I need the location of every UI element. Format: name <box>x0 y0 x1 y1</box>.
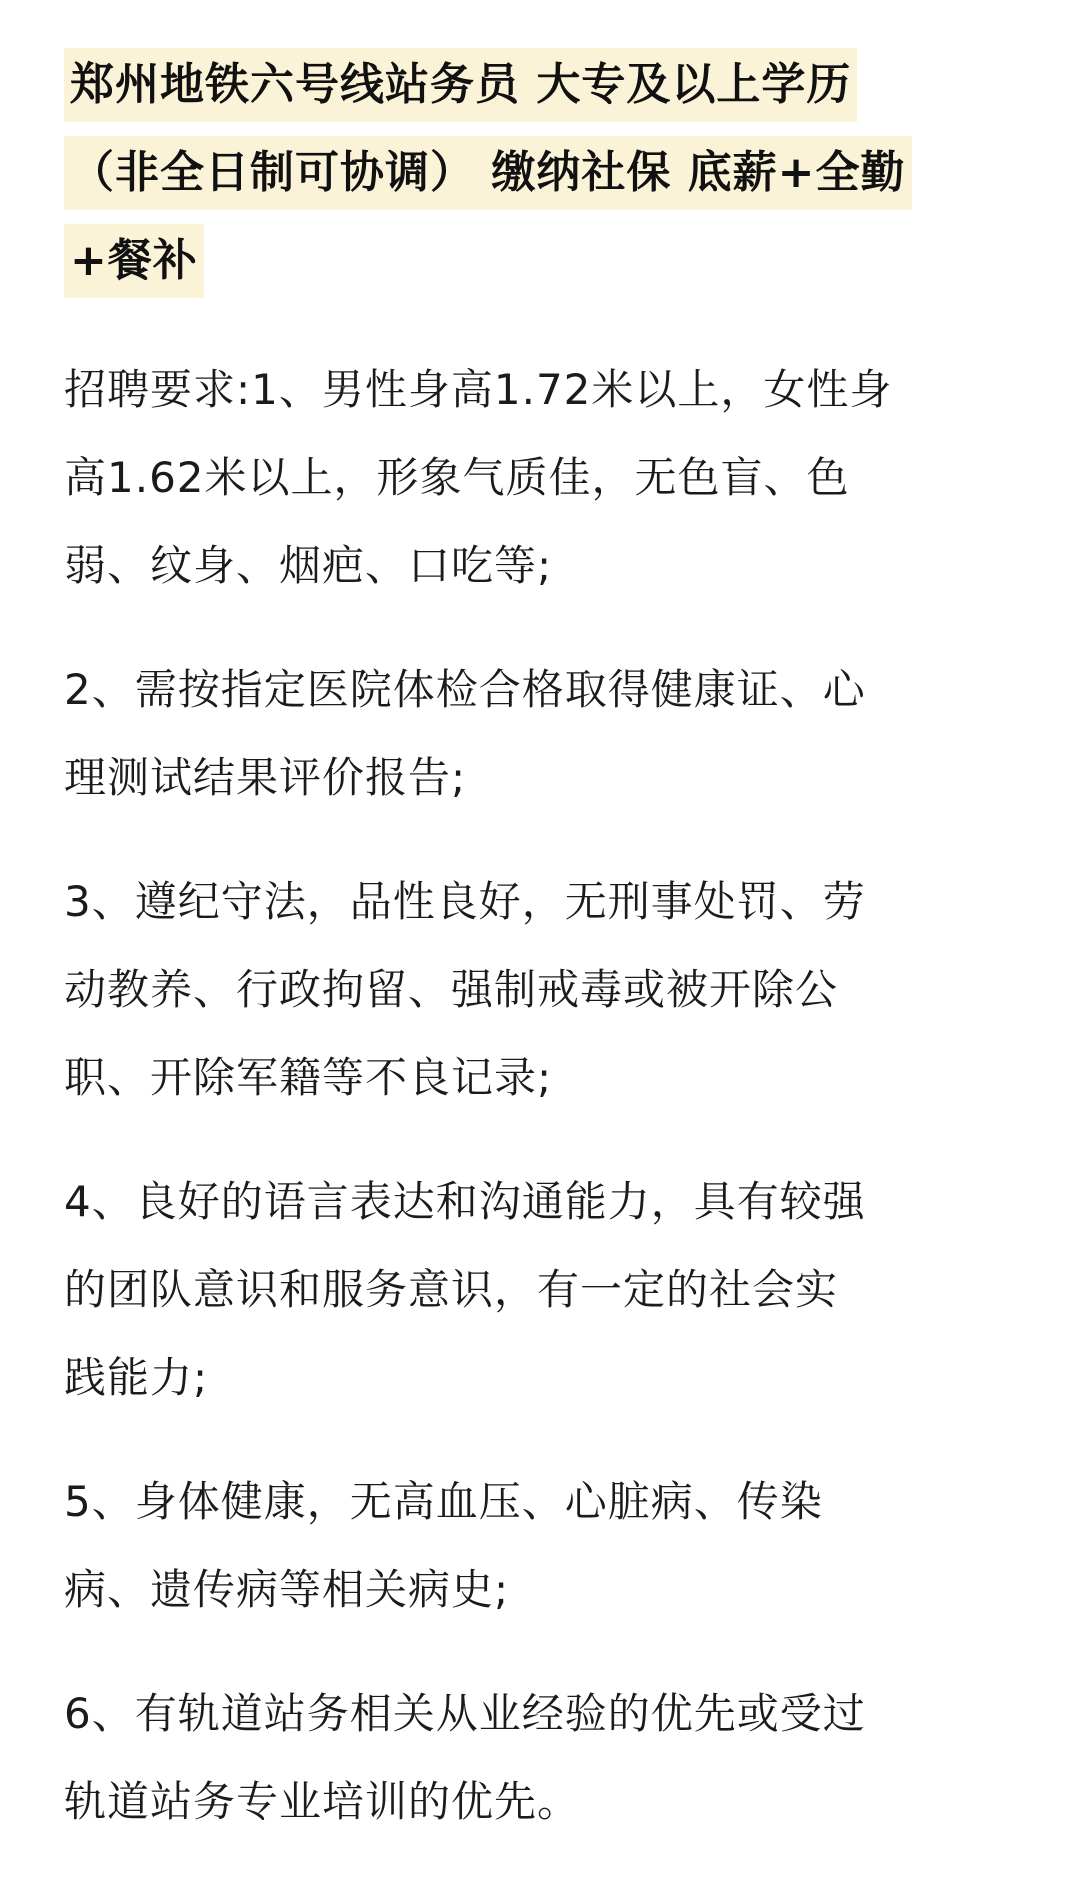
requirements-list <box>64 346 1014 1882</box>
requirement-line: 4、良好的语言表达和沟通能力，具有较强 <box>64 1177 866 1226</box>
requirement-line: 弱、纹身、烟疤、口吃等; <box>64 541 553 590</box>
requirement-line: 理测试结果评价报告; <box>64 753 467 802</box>
requirement-line: 6、有轨道站务相关从业经验的优先或受过 <box>64 1689 866 1738</box>
requirement-item-6 <box>64 1670 1014 1846</box>
requirement-line: 职、开除军籍等不良记录; <box>64 1053 553 1102</box>
title-line: +餐补 <box>64 224 204 298</box>
requirement-item-2 <box>64 646 1014 822</box>
requirement-item-3 <box>64 858 1014 1122</box>
requirement-line: 轨道站务专业培训的优先。 <box>64 1777 581 1826</box>
requirement-item-4 <box>64 1158 1014 1422</box>
requirement-line: 动教养、行政拘留、强制戒毒或被开除公 <box>64 965 839 1014</box>
title-line: （非全日制可协调） 缴纳社保 底薪+全勤 <box>64 136 912 210</box>
title-line: 郑州地铁六号线站务员 大专及以上学历 <box>64 48 857 122</box>
job-title <box>64 48 1024 312</box>
requirement-line: 践能力; <box>64 1353 209 1402</box>
requirement-item-5 <box>64 1458 1014 1634</box>
requirement-line: 招聘要求:1、男性身高1.72米以上，女性身 <box>64 365 893 414</box>
requirement-line: 高1.62米以上，形象气质佳，无色盲、色 <box>64 453 850 502</box>
requirement-item-1 <box>64 346 1014 610</box>
requirement-line: 的团队意识和服务意识，有一定的社会实 <box>64 1265 839 1314</box>
requirement-line: 病、遗传病等相关病史; <box>64 1565 510 1614</box>
requirement-line: 5、身体健康，无高血压、心脏病、传染 <box>64 1477 823 1526</box>
requirement-line: 3、遵纪守法，品性良好，无刑事处罚、劳 <box>64 877 866 926</box>
requirement-line: 2、需按指定医院体检合格取得健康证、心 <box>64 665 866 714</box>
